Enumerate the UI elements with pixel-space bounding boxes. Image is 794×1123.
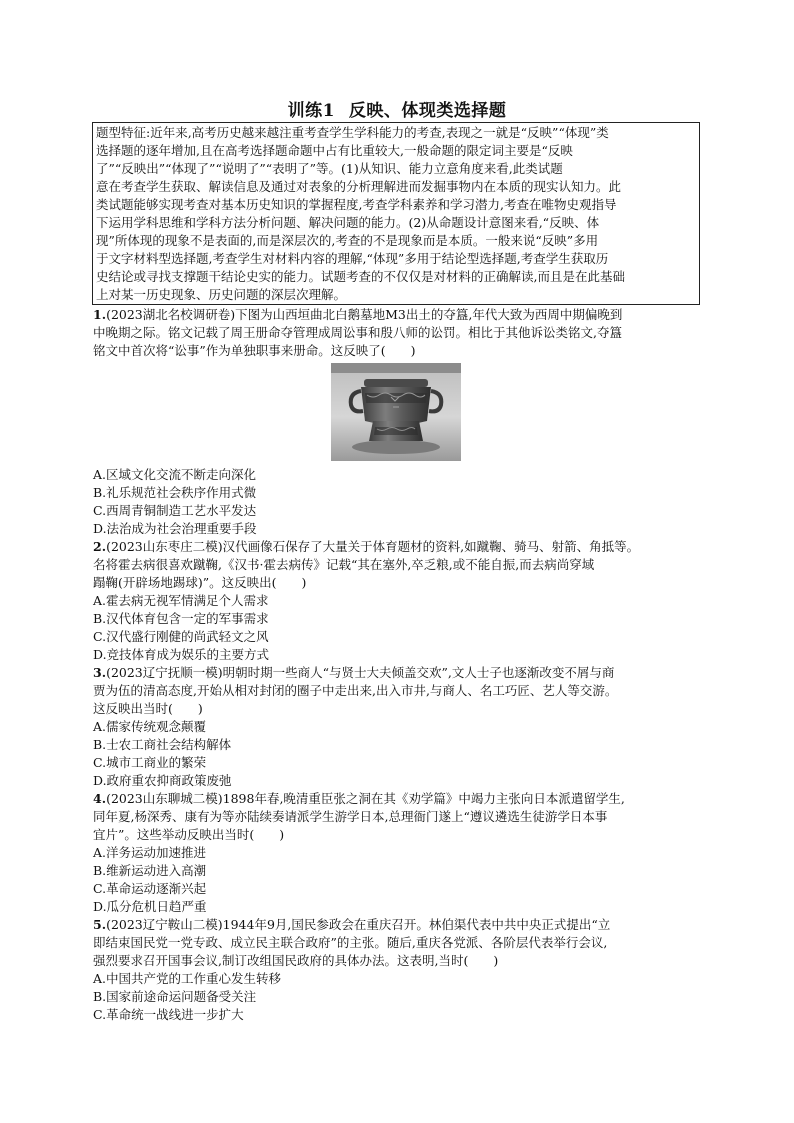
bronze-vessel-image: [331, 363, 461, 461]
option-d: D.政府重农抑商政策废弛: [93, 773, 232, 788]
option-c: C.革命运动逐渐兴起: [93, 881, 207, 896]
stem-text: (2023湖北名校调研卷)下图为山西垣曲北白鹅墓地M3出土的夺簋,年代大致为西周中期偏晚到: [106, 307, 623, 322]
intro-line: 意在考查学生获取、解读信息及通过对表象的分析理解进而发掘事物内在本质的现实认知力。此: [96, 179, 622, 194]
question-5: [93, 916, 713, 1024]
option-b: B.汉代体育包含一定的军事需求: [93, 611, 269, 626]
option-b: B.士农工商社会结构解体: [93, 737, 232, 752]
bronze-gui-vessel-photo: [331, 363, 461, 461]
page-title: [0, 100, 794, 122]
option-c: C.革命统一战线进一步扩大: [93, 1007, 244, 1022]
question-3: [93, 664, 713, 790]
question-stem-line: [93, 916, 713, 934]
option-b: B.维新运动进入高潮: [93, 863, 207, 878]
option-a: A.洋务运动加速推进: [93, 845, 207, 860]
intro-line: 上对某一历史现象、历史问题的深层次理解。: [96, 287, 347, 302]
intro-line: 下运用学科思维和学科方法分析问题、解决问题的能力。(2)从命题设计意图来看,“反映、体: [96, 215, 600, 230]
title-part-1: 训练1: [287, 101, 335, 121]
intro-line: 史结论或寻找支撑题干结论史实的能力。试题考查的不仅仅是对材料的正确解读,而且是在此基础: [96, 269, 625, 284]
intro-line: 选择题的逐年增加,且在高考选择题命题中占有比重较大,一般命题的限定词主要是“反映: [96, 143, 573, 158]
option-d: D.瓜分危机日趋严重: [93, 899, 207, 914]
question-stem-line: 同年夏,杨深秀、康有为等亦陆续奏请派学生游学日本,总理衙门遂上“遵议遴选生徒游学日本事: [93, 809, 608, 824]
question-stem-line: 宜片”。这些举动反映出当时( ): [93, 827, 285, 842]
question-number: 4.: [93, 791, 107, 806]
question-stem-line: [93, 790, 713, 808]
option-a: A.儒家传统观念颠覆: [93, 719, 207, 734]
intro-line: 题型特征:近年来,高考历史越来越注重考查学生学科能力的考查,表现之一就是“反映”“体现”类: [96, 125, 609, 140]
intro-line: 了”“反映出”“体现了”“说明了”“表明了”等。(1)从知识、能力立意角度来看,此类试题: [96, 161, 563, 176]
stem-text: (2023辽宁抚顺一模)明朝时期一些商人“与贤士大夫倾盖交欢”,文人士子也逐渐改变不屑与商: [106, 665, 615, 680]
question-stem-line: 即结束国民党一党专政、成立民主联合政府”的主张。随后,重庆各党派、各阶层代表举行会议,: [93, 935, 608, 950]
intro-line: 类试题能够实现考查对基本历史知识的掌握程度,考查学科素养和学习潜力,考查在唯物史观指导: [96, 197, 617, 212]
question-stem-line: 名将霍去病很喜欢蹴鞠,《汉书·霍去病传》记载“其在塞外,卒乏粮,或不能自振,而去病尚穿域: [93, 557, 595, 572]
questions-list: [93, 306, 713, 1024]
question-stem-line: 铭文中首次将“讼事”作为单独职事来册命。这反映了( ): [93, 343, 416, 358]
question-number: 3.: [93, 665, 107, 680]
option-c: C.汉代盛行刚健的尚武轻文之风: [93, 629, 269, 644]
question-4: [93, 790, 713, 916]
question-1: [93, 306, 713, 538]
question-number: 2.: [93, 539, 107, 554]
intro-line: 现”所体现的现象不是表面的,而是深层次的,考查的不是现象而是本质。一般来说“反映”多用: [96, 233, 599, 248]
stem-text: (2023辽宁鞍山二模)1944年9月,国民参政会在重庆召开。林伯渠代表中共中央正式提出“立: [106, 917, 611, 932]
option-c: C.城市工商业的繁荣: [93, 755, 207, 770]
option-a: A.中国共产党的工作重心发生转移: [93, 971, 282, 986]
option-d: D.竞技体育成为娱乐的主要方式: [93, 647, 270, 662]
option-c: C.西周青铜制造工艺水平发达: [93, 503, 257, 518]
title-part-2: 反映、体现类选择题: [348, 101, 507, 121]
stem-text: (2023山东聊城二模)1898年春,晚清重臣张之洞在其《劝学篇》中竭力主张向日本派遣留学生,: [106, 791, 625, 806]
intro-line: 于文字材料型选择题,考查学生对材料内容的理解,“体现”多用于结论型选择题,考查学生获取历: [96, 251, 609, 266]
question-stem-line: 贾为伍的清高态度,开始从相对封闭的圈子中走出来,出入市井,与商人、名工巧匠、艺人等交游。: [93, 683, 618, 698]
question-number: 5.: [93, 917, 107, 932]
question-stem-line: [93, 664, 713, 682]
question-stem-line: 这反映出当时( ): [93, 701, 203, 716]
option-a: A.霍去病无视军情满足个人需求: [93, 593, 269, 608]
stem-text: (2023山东枣庄二模)汉代画像石保存了大量关于体育题材的资料,如蹴鞠、骑马、射箭、角抵等。: [106, 539, 640, 554]
question-stem-line: 蹋鞠(开辟场地踢球)”。这反映出( ): [93, 575, 307, 590]
option-b: B.礼乐规范社会秩序作用式微: [93, 485, 257, 500]
question-number: 1.: [93, 307, 107, 322]
question-2: [93, 538, 713, 664]
option-a: A.区域文化交流不断走向深化: [93, 467, 257, 482]
question-stem-line: [93, 538, 713, 556]
question-type-intro-box: [92, 122, 700, 305]
question-stem-line: [93, 306, 713, 324]
question-stem-line: 强烈要求召开国事会议,制订改组国民政府的具体办法。这表明,当时( ): [93, 953, 499, 968]
option-d: D.法治成为社会治理重要手段: [93, 521, 257, 536]
question-stem-line: 中晚期之际。铭文记载了周王册命夺管理成周讼事和殷八师的讼罚。相比于其他诉讼类铭文,夺簋: [93, 325, 622, 340]
option-b: B.国家前途命运问题备受关注: [93, 989, 257, 1004]
